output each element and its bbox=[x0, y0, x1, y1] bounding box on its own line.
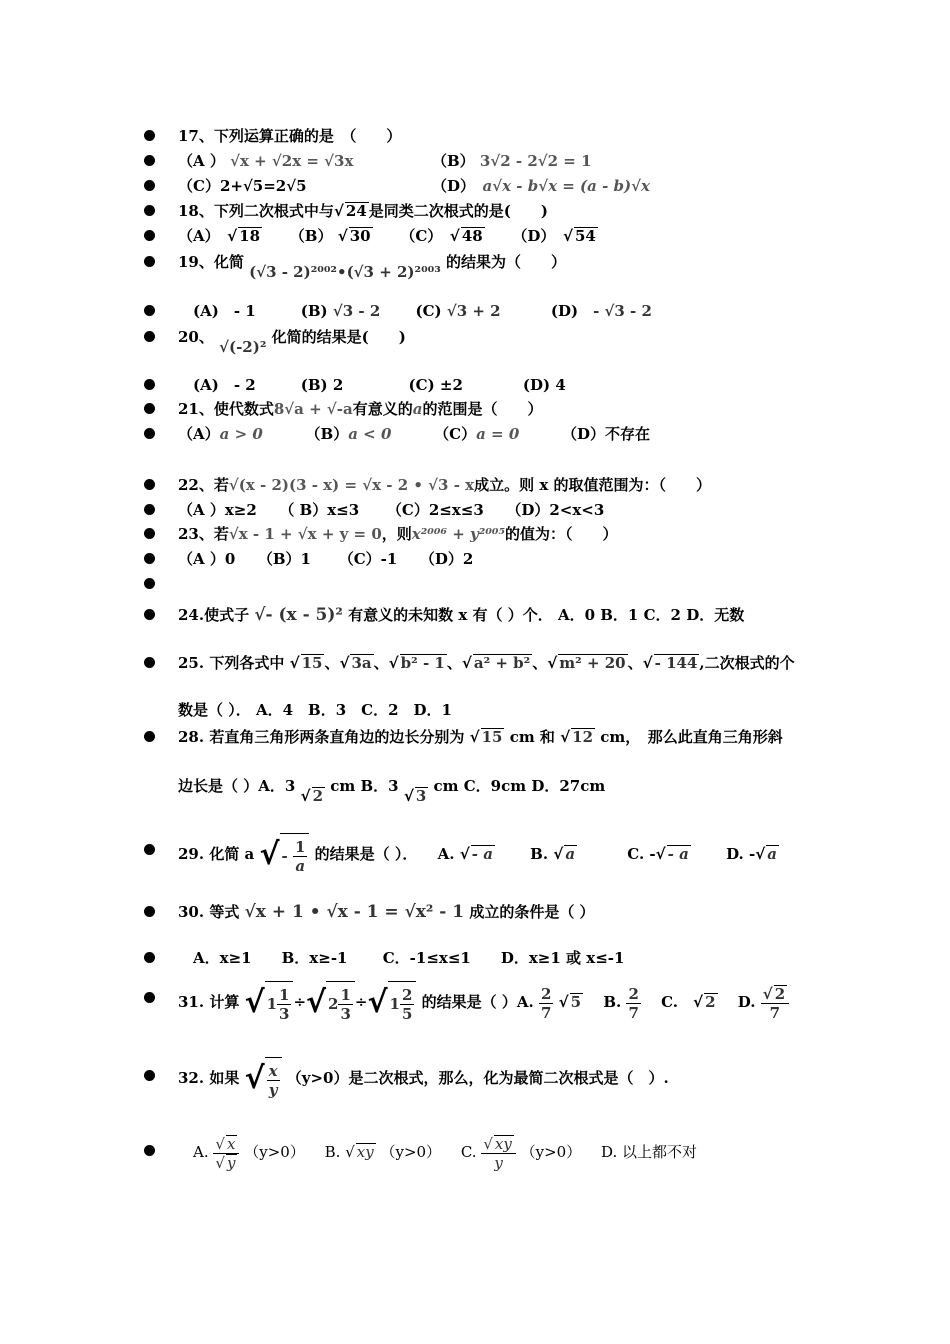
question-17-option-b: （B） 3√2 - 2√2 = 1 bbox=[432, 152, 592, 170]
bullet bbox=[144, 428, 155, 439]
bullet bbox=[144, 1070, 155, 1081]
question-18-options: （A） √ 18 （B） √ 30 （C） √ 48 （D） √ 54 bbox=[178, 227, 596, 245]
question-19-stem: 19、化简 (√3 - 2)²⁰⁰²•(√3 + 2)²⁰⁰³ 的结果为（ ） bbox=[178, 253, 567, 281]
bullet bbox=[144, 403, 155, 414]
bullet bbox=[144, 155, 155, 166]
bullet bbox=[144, 528, 155, 539]
bullet bbox=[144, 504, 155, 515]
question-21-stem: 21、使代数式8√a + √-a有意义的a的范围是（ ） bbox=[178, 400, 543, 418]
question-21-options: （A）a > 0 （B）a < 0 （C）a = 0 （D）不存在 bbox=[178, 425, 651, 443]
bullet bbox=[144, 331, 155, 342]
bullet bbox=[144, 130, 155, 141]
bullet bbox=[144, 379, 155, 390]
bullet bbox=[144, 479, 155, 490]
question-17-option-a: （A ） √x + √2x = √3x bbox=[178, 152, 354, 170]
question-20-options: (A) - 2 (B) 2 (C) ±2 (D) 4 bbox=[193, 376, 566, 394]
bullet bbox=[144, 256, 155, 267]
question-28-stem: 28. 若直角三角形两条直角边的边长分别为 √ 15 cm 和 √ 12 cm， 那么此直角三角形斜 bbox=[178, 728, 783, 746]
question-17-option-c: （C）2+√5=2√5 bbox=[178, 177, 307, 195]
question-30-stem: 30. 等式 √x + 1 • √x - 1 = √x² - 1 成立的条件是（ ） bbox=[178, 902, 595, 922]
bullet bbox=[144, 657, 155, 668]
question-25-stem: 25. 下列各式中 √ 15 、√ 3a 、√ b² - 1 、√ a² + b² 、√ m² + 20 、√ - 144 ,二次根式的个 bbox=[178, 654, 795, 672]
question-23-options: （A ）0 （B）1 （C）-1 （D）2 bbox=[178, 550, 474, 568]
bullet bbox=[144, 205, 155, 216]
question-28-line2: 边长是（ ）A．3 √ 2 cm B．3 √ 3 cm C．9cm D．27cm bbox=[178, 777, 606, 805]
bullet bbox=[144, 952, 155, 963]
question-30-options: A．x≥1 B．x≥-1 C．-1≤x≤1 D．x≥1 或 x≤-1 bbox=[193, 949, 625, 967]
bullet bbox=[144, 844, 155, 855]
bullet bbox=[144, 906, 155, 917]
bullet bbox=[144, 731, 155, 742]
bullet bbox=[144, 1145, 155, 1156]
bullet bbox=[144, 305, 155, 316]
question-31: 31. 计算 √ 1 $\frac{1}{3}$ ÷√ 2 $\frac{1}{3}$ ÷√ 1 $\frac{2}{5}$ 的结果是（ ）A. $\frac{2}{7}$ √ 5 B. $\frac{2}{7}$ C. √ 2 D. $\frac{√ 2}{7}$ bbox=[178, 980, 789, 1026]
question-32-stem: 32. 如果 √ $\frac{x}{y}$ （y>0）是二次根式，那么，化为最简二次根式是（ ）. bbox=[178, 1056, 669, 1102]
question-17-stem: 17、下列运算正确的是 （ ） bbox=[178, 127, 402, 145]
question-23-stem: 23、若√x - 1 + √x + y = 0，则x²⁰⁰⁶ + y²⁰⁰⁵的值为：（ ） bbox=[178, 525, 618, 543]
question-22-stem: 22、若√(x - 2)(3 - x) = √x - 2 • √3 - x成立。则 x 的取值范围为：（ ） bbox=[178, 476, 711, 494]
question-18-stem: 18、下列二次根式中与√ 24 是同类二次根式的是( ) bbox=[178, 202, 548, 220]
bullet bbox=[144, 578, 155, 589]
question-24: 24.使式子 √- (x - 5)² 有意义的未知数 x 有（ ）个． A．0 B．1 C．2 D．无数 bbox=[178, 605, 745, 625]
bullet bbox=[144, 553, 155, 564]
bullet bbox=[144, 230, 155, 241]
bullet bbox=[144, 180, 155, 191]
question-32-options: A. $\frac{√ x}{√ y}$ （y>0） B. √ xy （y>0） C. $\frac{√ xy}{y}$ （y>0） D. 以上都不对 bbox=[193, 1134, 698, 1172]
question-29: 29. 化简 a √ - $\frac{1}{a}$ 的结果是（ ）． A. √ - a B. √ a C. -√ - a D. -√ a bbox=[178, 832, 779, 878]
question-19-options: (A) - 1 (B) √3 - 2 (C) √3 + 2 (D) - √3 - 2 bbox=[193, 302, 652, 320]
question-17-option-d: （D） a√x - b√x = (a - b)√x bbox=[432, 177, 650, 195]
bullet bbox=[144, 609, 155, 620]
bullet bbox=[144, 992, 155, 1003]
question-22-options: （A ）x≥2 （ B）x≤3 （C）2≤x≤3 （D）2<x<3 bbox=[178, 501, 605, 519]
question-20-stem: 20、 √(-2)² 化简的结果是( ) bbox=[178, 328, 406, 356]
question-25-line2: 数是（ ）． A．4 B．3 C．2 D．1 bbox=[178, 701, 452, 719]
